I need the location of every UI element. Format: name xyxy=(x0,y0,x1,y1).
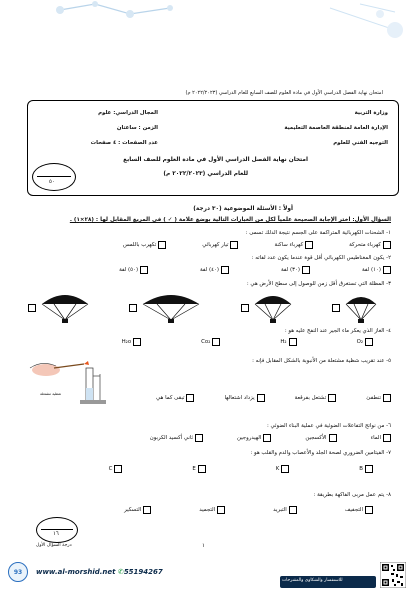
q1-option[interactable]: تكهرب باللمس xyxy=(123,241,166,249)
footer-bar xyxy=(0,560,413,597)
exam-title-line1: امتحان نهاية الفصل الدراسي الأول في مادة العلوم للصف السابع xyxy=(123,157,308,163)
checkbox[interactable] xyxy=(217,506,225,514)
checkbox[interactable] xyxy=(198,465,206,473)
checkbox[interactable] xyxy=(241,304,249,312)
q5-option[interactable]: تشتعل بفرقعة xyxy=(295,394,337,402)
q5-option[interactable]: يزداد اشتعالها xyxy=(224,394,264,402)
q2-option[interactable]: (٤٠) لفة xyxy=(200,266,229,274)
phone-number: 55194267 xyxy=(123,568,163,576)
checkbox[interactable] xyxy=(230,241,238,249)
q6-text: ٦- من نواتج التفاعلات الضوئية في عملية البناء الضوئي : xyxy=(267,423,391,429)
checkbox[interactable] xyxy=(133,338,141,346)
q2-option[interactable]: (١٠) لفة xyxy=(362,266,391,274)
page-badge-number: 93 xyxy=(13,568,23,576)
q4-option[interactable]: H₂ xyxy=(280,338,296,346)
checkbox[interactable] xyxy=(383,394,391,402)
q3-text: ٣- المظلة التي تستغرق أقل زمن للوصول إلى سطح الأرض هي : xyxy=(246,281,391,287)
q4-text: ٤- الغاز الذي يعكر ماء الجير عند النفخ عليه هو : xyxy=(284,328,391,334)
directorate-label: الإدارة العامة لمنطقة العاصمة التعليمية xyxy=(284,125,388,131)
checkbox[interactable] xyxy=(365,506,373,514)
q7-text: ٧- الفيتامين الضروري لصحة الجلد والأعصاب والدم والقلب هو : xyxy=(250,450,391,456)
whatsapp-icon: ✆ xyxy=(117,568,124,576)
checkbox[interactable] xyxy=(158,241,166,249)
exam-caption: امتحان نهاية الفصل الدراسي الأول في مادة العلوم للصف السابع للعام الدراسي (٢٠٢٢/٢٠٢٣ م) xyxy=(185,90,383,96)
q6-option[interactable]: الهيدروجين xyxy=(237,434,271,442)
checkbox[interactable] xyxy=(289,338,297,346)
q6-option[interactable]: الماء xyxy=(371,434,391,442)
q5-option[interactable]: تبقى كما هي xyxy=(156,394,194,402)
q6-option[interactable]: ثاني أكسيد الكربون xyxy=(150,434,203,442)
q8-option[interactable]: التسكير xyxy=(124,506,151,514)
parachute-icon xyxy=(253,292,293,324)
checkbox[interactable] xyxy=(365,338,373,346)
q8-option[interactable]: التبريد xyxy=(273,506,297,514)
q3-option[interactable] xyxy=(332,292,378,324)
checkbox[interactable] xyxy=(143,506,151,514)
q2-options xyxy=(119,266,391,274)
q4-option[interactable]: O₂ xyxy=(357,338,373,346)
q2-option[interactable]: (٣٠) لفة xyxy=(281,266,310,274)
website-text xyxy=(36,568,163,576)
checkbox[interactable] xyxy=(186,394,194,402)
website-url[interactable]: www.al-morshid.net xyxy=(36,568,116,576)
splint-test-tube-figure xyxy=(22,354,120,408)
checkbox[interactable] xyxy=(195,434,203,442)
section-title: أولاً : الأسئلة الموضوعية (٣٠ درجة) xyxy=(193,206,293,212)
checkbox[interactable] xyxy=(289,506,297,514)
q3-options xyxy=(28,290,378,326)
parachute-icon xyxy=(344,292,378,324)
checkbox[interactable] xyxy=(332,304,340,312)
checkbox[interactable] xyxy=(28,304,36,312)
time-label: الزمن : ساعتان xyxy=(116,125,158,131)
q3-option[interactable] xyxy=(241,292,293,324)
checkbox[interactable] xyxy=(140,266,148,274)
checkbox[interactable] xyxy=(383,266,391,274)
checkbox[interactable] xyxy=(129,304,137,312)
checkbox[interactable] xyxy=(212,338,220,346)
q1-option[interactable]: تيار كهربائي xyxy=(202,241,238,249)
q7-option[interactable]: E xyxy=(192,465,205,473)
q4-options xyxy=(122,338,373,346)
q1-option[interactable]: كهرباء ساكنة xyxy=(274,241,313,249)
checkbox[interactable] xyxy=(281,465,289,473)
q8-option[interactable]: التجفيف xyxy=(345,506,373,514)
q1-option[interactable]: كهرباء متحركة xyxy=(349,241,391,249)
q5-option[interactable]: تنطفئ xyxy=(366,394,391,402)
molecule-decoration xyxy=(0,0,413,40)
checkbox[interactable] xyxy=(221,266,229,274)
parachute-icon xyxy=(40,292,90,324)
total-score-value: ٥٠ xyxy=(49,179,55,185)
q7-option[interactable]: K xyxy=(276,465,290,473)
checkbox[interactable] xyxy=(328,394,336,402)
q8-option[interactable]: التجميد xyxy=(199,506,225,514)
splint-label: شظية مشتعلة xyxy=(40,392,62,396)
field-label: المجال الدراسي: علوم xyxy=(98,110,158,116)
q8-options xyxy=(124,506,373,514)
checkbox[interactable] xyxy=(305,241,313,249)
q6-options xyxy=(150,434,391,442)
qr-code-icon xyxy=(380,562,406,588)
parachute-icon xyxy=(141,292,201,324)
q4-option[interactable]: Co₂ xyxy=(201,338,220,346)
q4-option[interactable]: H₂o xyxy=(122,338,142,346)
q7-options xyxy=(109,465,373,473)
checkbox[interactable] xyxy=(383,241,391,249)
pages-label: عدد الصفحات : ٤ صفحات xyxy=(90,140,158,146)
question-score-oval xyxy=(36,517,78,543)
checkbox[interactable] xyxy=(365,465,373,473)
header-box xyxy=(27,100,399,196)
score-divider xyxy=(37,176,71,177)
q3-option[interactable] xyxy=(28,292,90,324)
q8-text: ٨- يتم عمل مربى الفاكهة بطريقة : xyxy=(313,492,391,498)
q5-text: ٥- عند تقريب شظية مشتعلة من الأنبوبة بالشكل المقابل فإنه : xyxy=(252,358,391,364)
supervision-label: التوجيه الفني للعلوم xyxy=(333,140,388,146)
q7-option[interactable]: B xyxy=(359,465,373,473)
q2-text: ٢- يكون المغناطيس الكهربائي أقل قوة عندما يكون عدد لفاته : xyxy=(251,255,391,261)
question-score-label: درجة السؤال الأول xyxy=(36,543,72,548)
checkbox[interactable] xyxy=(383,434,391,442)
q2-option[interactable]: (٥٠) لفة xyxy=(119,266,148,274)
exam-title-line2: للعام الدراسي (٢٠٢٢/٢٠٢٣ م) xyxy=(163,171,248,177)
q1-text: ١- الشحنات الكهربائية المتراكمة على الجسم نتيجة الدلك تسمى : xyxy=(245,230,391,236)
checkbox[interactable] xyxy=(114,465,122,473)
footer-tagline: للاستفسار والشكاوى والمقترحات xyxy=(282,578,343,583)
checkbox[interactable] xyxy=(263,434,271,442)
score-divider xyxy=(41,529,73,530)
checkbox[interactable] xyxy=(329,434,337,442)
page-badge xyxy=(8,562,28,582)
question1-heading: السؤال الأول: اختر الإجابة الصحيحة علمياً لكل من العبارات التالية بوضع علامة ( ✓ ) في المربع المقابل لها : (٢٨×١) . xyxy=(69,217,391,223)
q6-option[interactable]: الأكسجين xyxy=(305,434,336,442)
question-score-value: ١٦ xyxy=(53,531,59,537)
q1-options xyxy=(123,241,391,249)
q7-option[interactable]: C xyxy=(109,465,123,473)
page-number: ١ xyxy=(202,543,205,549)
total-score-oval xyxy=(32,163,76,191)
checkbox[interactable] xyxy=(257,394,265,402)
ministry-label: وزارة التربية xyxy=(354,110,388,116)
q3-option[interactable] xyxy=(129,292,201,324)
checkbox[interactable] xyxy=(302,266,310,274)
q5-options xyxy=(156,394,391,402)
